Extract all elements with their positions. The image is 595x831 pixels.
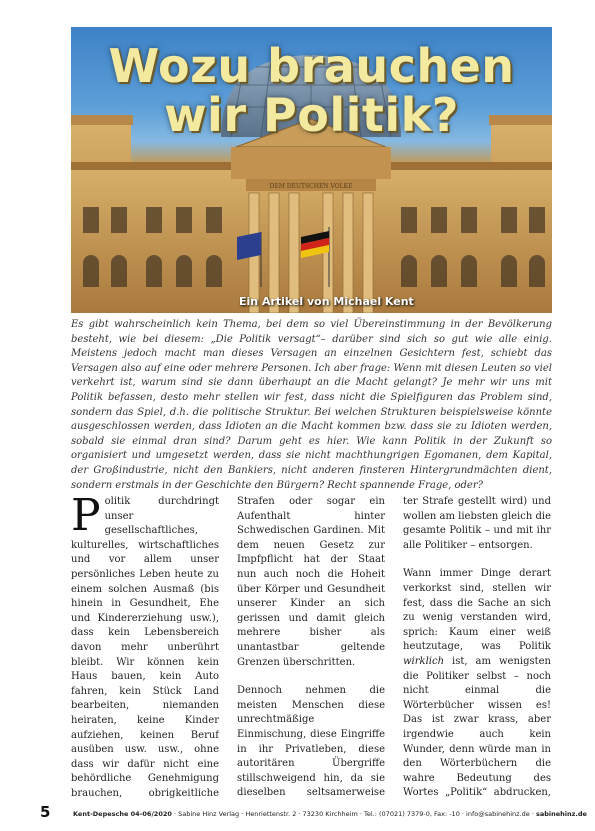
hero-image: [71, 27, 552, 313]
footer-text: [73, 810, 587, 818]
publisher-details: · Sabine Hinz Verlag · Henriettenstr. 2 · 73230 Kirchheim · Tel.: (07021) 7379-0, Fax: -10 · info@sabinehinz.de ·: [171, 810, 536, 818]
body-column-2: [237, 495, 385, 798]
body-paragraph: ter Strafe gestellt wird) und wollen am liebsten gleich die gesamte Politik – und mit ihr alle Politiker – entsorgen.: [403, 496, 551, 551]
page-number: 5: [40, 803, 51, 821]
issue-label: Kent-Depesche 04-06/2020: [73, 810, 172, 818]
paragraph-text: Wann immer Dinge derart verkorkst sind, stellen wir fest, dass die Sache an sich zu wenig verstanden wird, sprich: Kaum einer weiß heutzutage, was Politik: [403, 568, 551, 653]
body-paragraph: Strafen oder sogar ein Aufenthalt hinter Schwedischen Gardinen. Mit dem neuen Gesetz zur Impfpflicht hat der Staat nun auch noch die Hoheit über Körper und Gesundheit unserer Kinder an sich gerissen und damit gleich mehrere bisher als unantastbar geltende Grenzen überschritten.: [237, 496, 385, 668]
website-link[interactable]: sabinehinz.de: [535, 810, 587, 818]
body-column-3: [403, 495, 551, 798]
body-paragraph: [403, 567, 551, 798]
drop-cap: P: [71, 495, 101, 541]
headline-line-2: wir Politik?: [164, 88, 459, 142]
body-column-1: [71, 495, 219, 798]
body-paragraph: [71, 495, 219, 798]
headline-line-1: Wozu brauchen: [108, 39, 515, 93]
emphasis-text: wirklich: [403, 655, 445, 667]
byline: Ein Artikel von Michael Kent: [239, 295, 414, 308]
intro-paragraph: Es gibt wahrscheinlich kein Thema, bei dem so viel Übereinstimmung in der Bevölkerung besteht, wie bei diesem: „Die Politik versagt“– darüber sind sich so gut wie alle einig. Meistens jedoch macht man dieses Versagen an einzelnen Gesichtern fest, schiebt das Versagen also auf eine oder mehrere Personen. Ich aber frage: Wenn mit diesen Leuten so viel verkehrt ist, warum sind sie dann überhaupt an die Macht gelangt? Je mehr wir uns mit Politik befassen, desto mehr stellen wir fest, dass nicht die Spielfiguren das Problem sind, sondern das Spiel, d.h. die politische Struktur. Bei welchen Strukturen beispielsweise könnte ausgeschlossen werden, dass Idioten an die Macht kommen bzw. dass sie zu Idioten werden, sobald sie einmal dran sind? Darum geht es hier. Wie kann Politik in der Zukunft so organisiert und umgesetzt werden, dass sie nicht machthungrigen Egomanen, dem Kapital, der Großindustrie, nicht den Bankiers, nicht anderen finsteren Hintergrundmächten dient, sondern erstmals in der Geschichte den Bürgern? Recht spannende Frage, oder?: [71, 319, 552, 491]
paragraph-text: olitik durchdringt unser gesellschaftliches, kulturelles, wirtschaftliches und vor allem unser persönliches Leben heute zu einem solchen Ausmaß (bis hinein in Gesundheit, Ehe und Kindererziehung usw.), dass kein Lebensbereich davon mehr unberührt bleibt. Wir können kein Haus bauen, kein Auto fahren, kein Stück Land bearbeiten, niemanden heiraten, keine Kinder aufziehen, keinen Beruf ausüben usw. usw., ohne dass wir dafür nicht eine behördliche Genehmigung brauchen, obrigkeitliche: [71, 496, 219, 798]
paragraph-text: ist, am wenigsten die Politiker selbst – noch nicht einmal die Wörterbücher wissen es! Das ist zwar krass, aber irgendwie auch kein Wunder, denn würde man in den Wörterbüchern die wahre Bedeutung des Wortes „Politik“ abdrucken,: [403, 655, 551, 798]
inscription: DEM DEUTSCHEN VOLKE: [269, 183, 353, 190]
body-paragraph: Dennoch nehmen die meisten Menschen diese unrechtmäßige Einmischung, diese Eingriffe in ihr Privatleben, diese autoritären Übergriffe stillschweigend hin, da sie dieselben seltsamerweise: [237, 685, 385, 798]
page-footer: [40, 803, 587, 824]
